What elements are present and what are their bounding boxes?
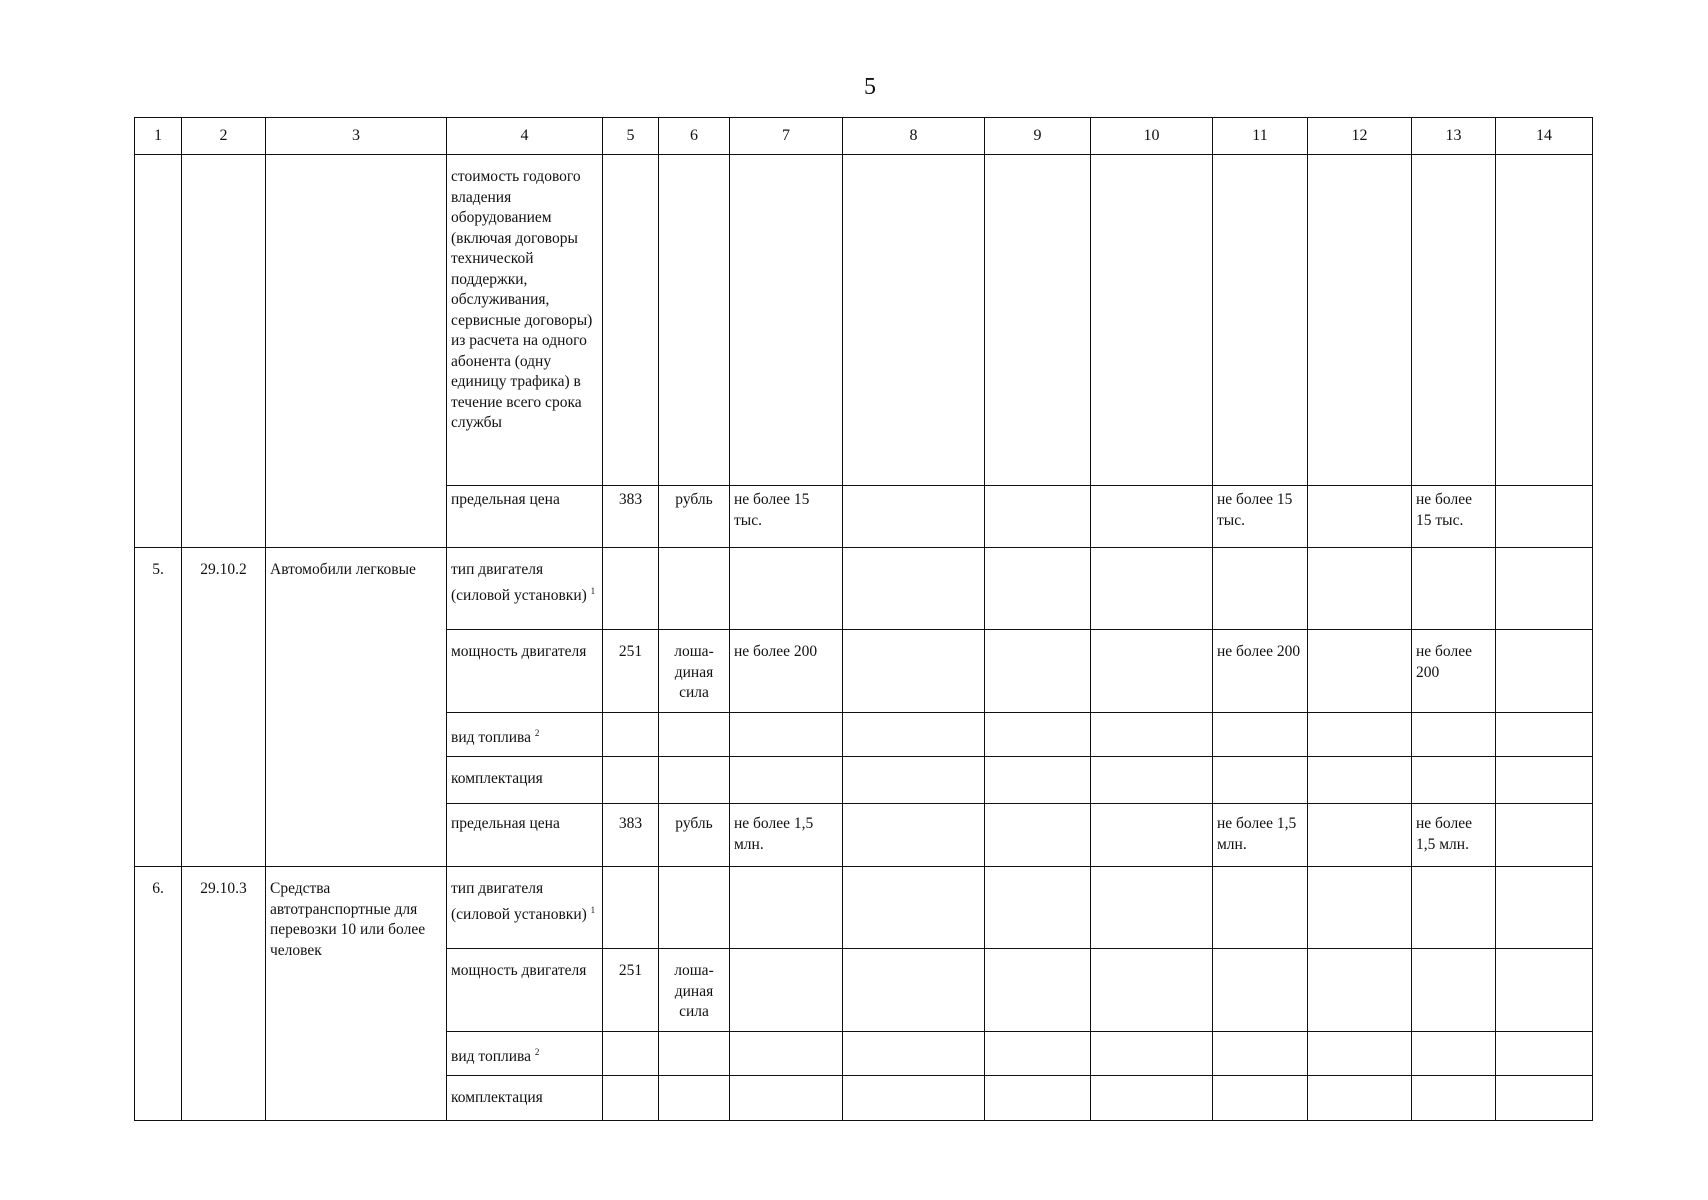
empty-cell — [1308, 757, 1412, 804]
empty-cell — [659, 155, 730, 486]
empty-cell — [1213, 757, 1308, 804]
value-cell: не более 15 тыс. — [730, 486, 843, 548]
empty-cell — [1496, 713, 1593, 757]
empty-cell — [1091, 949, 1213, 1032]
empty-cell — [985, 1032, 1091, 1076]
empty-cell — [659, 757, 730, 804]
empty-cell — [1308, 630, 1412, 713]
characteristic-cell: предельная цена — [447, 486, 603, 548]
page-number: 5 — [864, 74, 876, 100]
empty-cell — [1091, 1032, 1213, 1076]
item-name-cell: Средства автотранспортные для перевозки 10 или более человек — [266, 867, 447, 1121]
header-cell: 5 — [603, 118, 659, 155]
value-cell: не более 1,5 млн. — [730, 804, 843, 867]
empty-cell — [1412, 1076, 1496, 1121]
value-cell: не более 200 — [1412, 630, 1496, 713]
empty-cell — [843, 949, 985, 1032]
empty-cell — [1496, 486, 1593, 548]
characteristic-text: тип двигателя (силовой установки) — [451, 880, 587, 923]
header-cell: 10 — [1091, 118, 1213, 155]
empty-cell — [1308, 949, 1412, 1032]
characteristic-cell: комплектация — [447, 757, 603, 804]
table-row — [135, 155, 1593, 486]
empty-cell — [1213, 867, 1308, 949]
empty-cell — [1091, 713, 1213, 757]
value-cell: не более 200 — [1213, 630, 1308, 713]
header-cell: 12 — [1308, 118, 1412, 155]
okpd-code-cell: 29.10.3 — [182, 867, 266, 1121]
empty-cell — [1496, 804, 1593, 867]
empty-cell — [603, 1076, 659, 1121]
okpd-code-cell: 29.10.2 — [182, 548, 266, 867]
item-number-cell — [135, 155, 182, 548]
header-cell: 13 — [1412, 118, 1496, 155]
empty-cell — [730, 155, 843, 486]
characteristic-text: вид топлива — [451, 729, 532, 746]
okei-code-cell: 251 — [603, 630, 659, 713]
item-number-cell: 6. — [135, 867, 182, 1121]
empty-cell — [730, 713, 843, 757]
empty-cell — [1496, 630, 1593, 713]
okei-code-cell: 383 — [603, 486, 659, 548]
empty-cell — [1091, 155, 1213, 486]
okei-code-cell: 251 — [603, 949, 659, 1032]
empty-cell — [659, 1076, 730, 1121]
item-name-cell — [266, 155, 447, 548]
header-cell: 6 — [659, 118, 730, 155]
empty-cell — [985, 867, 1091, 949]
unit-cell: рубль — [659, 486, 730, 548]
empty-cell — [603, 867, 659, 949]
empty-cell — [730, 1076, 843, 1121]
empty-cell — [1308, 804, 1412, 867]
empty-cell — [1213, 155, 1308, 486]
empty-cell — [843, 630, 985, 713]
header-cell: 3 — [266, 118, 447, 155]
header-cell: 2 — [182, 118, 266, 155]
unit-cell: рубль — [659, 804, 730, 867]
header-cell: 1 — [135, 118, 182, 155]
empty-cell — [1091, 804, 1213, 867]
header-cell: 4 — [447, 118, 603, 155]
header-cell: 11 — [1213, 118, 1308, 155]
item-name-cell: Автомобили легковые — [266, 548, 447, 867]
empty-cell — [985, 757, 1091, 804]
empty-cell — [1308, 1076, 1412, 1121]
empty-cell — [1412, 757, 1496, 804]
empty-cell — [843, 867, 985, 949]
item-number-cell: 5. — [135, 548, 182, 867]
empty-cell — [1308, 1032, 1412, 1076]
footnote-mark: 1 — [590, 904, 596, 915]
empty-cell — [1091, 548, 1213, 630]
empty-cell — [1308, 548, 1412, 630]
empty-cell — [1496, 949, 1593, 1032]
empty-cell — [1091, 757, 1213, 804]
requirements-table — [134, 117, 1593, 1121]
empty-cell — [1496, 757, 1593, 804]
characteristic-cell: мощность двигателя — [447, 630, 603, 713]
empty-cell — [1412, 949, 1496, 1032]
empty-cell — [843, 1076, 985, 1121]
empty-cell — [843, 1032, 985, 1076]
empty-cell — [1213, 713, 1308, 757]
empty-cell — [985, 1076, 1091, 1121]
value-cell: не более 15 тыс. — [1213, 486, 1308, 548]
empty-cell — [730, 757, 843, 804]
empty-cell — [1496, 155, 1593, 486]
value-cell: не более 1,5 млн. — [1412, 804, 1496, 867]
empty-cell — [603, 757, 659, 804]
header-row — [135, 118, 1593, 155]
header-cell: 14 — [1496, 118, 1593, 155]
empty-cell — [603, 713, 659, 757]
characteristic-cell: предельная цена — [447, 804, 603, 867]
empty-cell — [985, 804, 1091, 867]
footnote-mark: 2 — [534, 728, 540, 738]
header-cell: 7 — [730, 118, 843, 155]
empty-cell — [730, 949, 843, 1032]
empty-cell — [985, 949, 1091, 1032]
empty-cell — [985, 630, 1091, 713]
empty-cell — [985, 155, 1091, 486]
empty-cell — [1412, 713, 1496, 757]
empty-cell — [730, 867, 843, 949]
empty-cell — [1496, 1032, 1593, 1076]
empty-cell — [603, 548, 659, 630]
empty-cell — [985, 486, 1091, 548]
characteristic-cell — [447, 548, 603, 630]
empty-cell — [985, 548, 1091, 630]
empty-cell — [1308, 155, 1412, 486]
empty-cell — [1213, 548, 1308, 630]
empty-cell — [1091, 867, 1213, 949]
header-cell: 9 — [985, 118, 1091, 155]
empty-cell — [843, 155, 985, 486]
empty-cell — [1308, 867, 1412, 949]
empty-cell — [603, 155, 659, 486]
value-cell: не более 15 тыс. — [1412, 486, 1496, 548]
empty-cell — [1412, 1032, 1496, 1076]
empty-cell — [1213, 1032, 1308, 1076]
empty-cell — [985, 713, 1091, 757]
empty-cell — [1496, 867, 1593, 949]
characteristic-cell: мощность двигателя — [447, 949, 603, 1032]
table-row — [135, 548, 1593, 630]
characteristic-cell — [447, 1032, 603, 1076]
empty-cell — [659, 713, 730, 757]
value-cell: не более 200 — [730, 630, 843, 713]
characteristic-cell: комплектация — [447, 1076, 603, 1121]
unit-cell: лоша-диная сила — [659, 949, 730, 1032]
empty-cell — [730, 1032, 843, 1076]
empty-cell — [1091, 1076, 1213, 1121]
table-row — [135, 867, 1593, 949]
empty-cell — [1213, 1076, 1308, 1121]
characteristic-text: тип двигателя (силовой установки) — [451, 561, 587, 604]
empty-cell — [659, 867, 730, 949]
empty-cell — [843, 757, 985, 804]
characteristic-cell — [447, 867, 603, 949]
characteristic-cell — [447, 713, 603, 757]
value-cell: не более 1,5 млн. — [1213, 804, 1308, 867]
header-cell: 8 — [843, 118, 985, 155]
empty-cell — [1412, 548, 1496, 630]
empty-cell — [1496, 1076, 1593, 1121]
empty-cell — [1412, 155, 1496, 486]
empty-cell — [730, 548, 843, 630]
okei-code-cell: 383 — [603, 804, 659, 867]
empty-cell — [1308, 713, 1412, 757]
empty-cell — [1412, 867, 1496, 949]
unit-cell: лоша-диная сила — [659, 630, 730, 713]
empty-cell — [1091, 630, 1213, 713]
okpd-code-cell — [182, 155, 266, 548]
empty-cell — [659, 548, 730, 630]
empty-cell — [843, 486, 985, 548]
footnote-mark: 1 — [590, 585, 596, 596]
empty-cell — [843, 713, 985, 757]
empty-cell — [843, 548, 985, 630]
footnote-mark: 2 — [534, 1047, 540, 1057]
empty-cell — [1213, 949, 1308, 1032]
characteristic-cell: стоимость годового владения оборудованием (включая договоры технической поддержки, обслуживания, сервисные договоры) из расчета на одного абонента (одну единицу трафика) в течение всего срока службы — [447, 155, 603, 486]
empty-cell — [603, 1032, 659, 1076]
empty-cell — [659, 1032, 730, 1076]
characteristic-text: вид топлива — [451, 1048, 532, 1065]
empty-cell — [1496, 548, 1593, 630]
empty-cell — [1091, 486, 1213, 548]
empty-cell — [843, 804, 985, 867]
empty-cell — [1308, 486, 1412, 548]
